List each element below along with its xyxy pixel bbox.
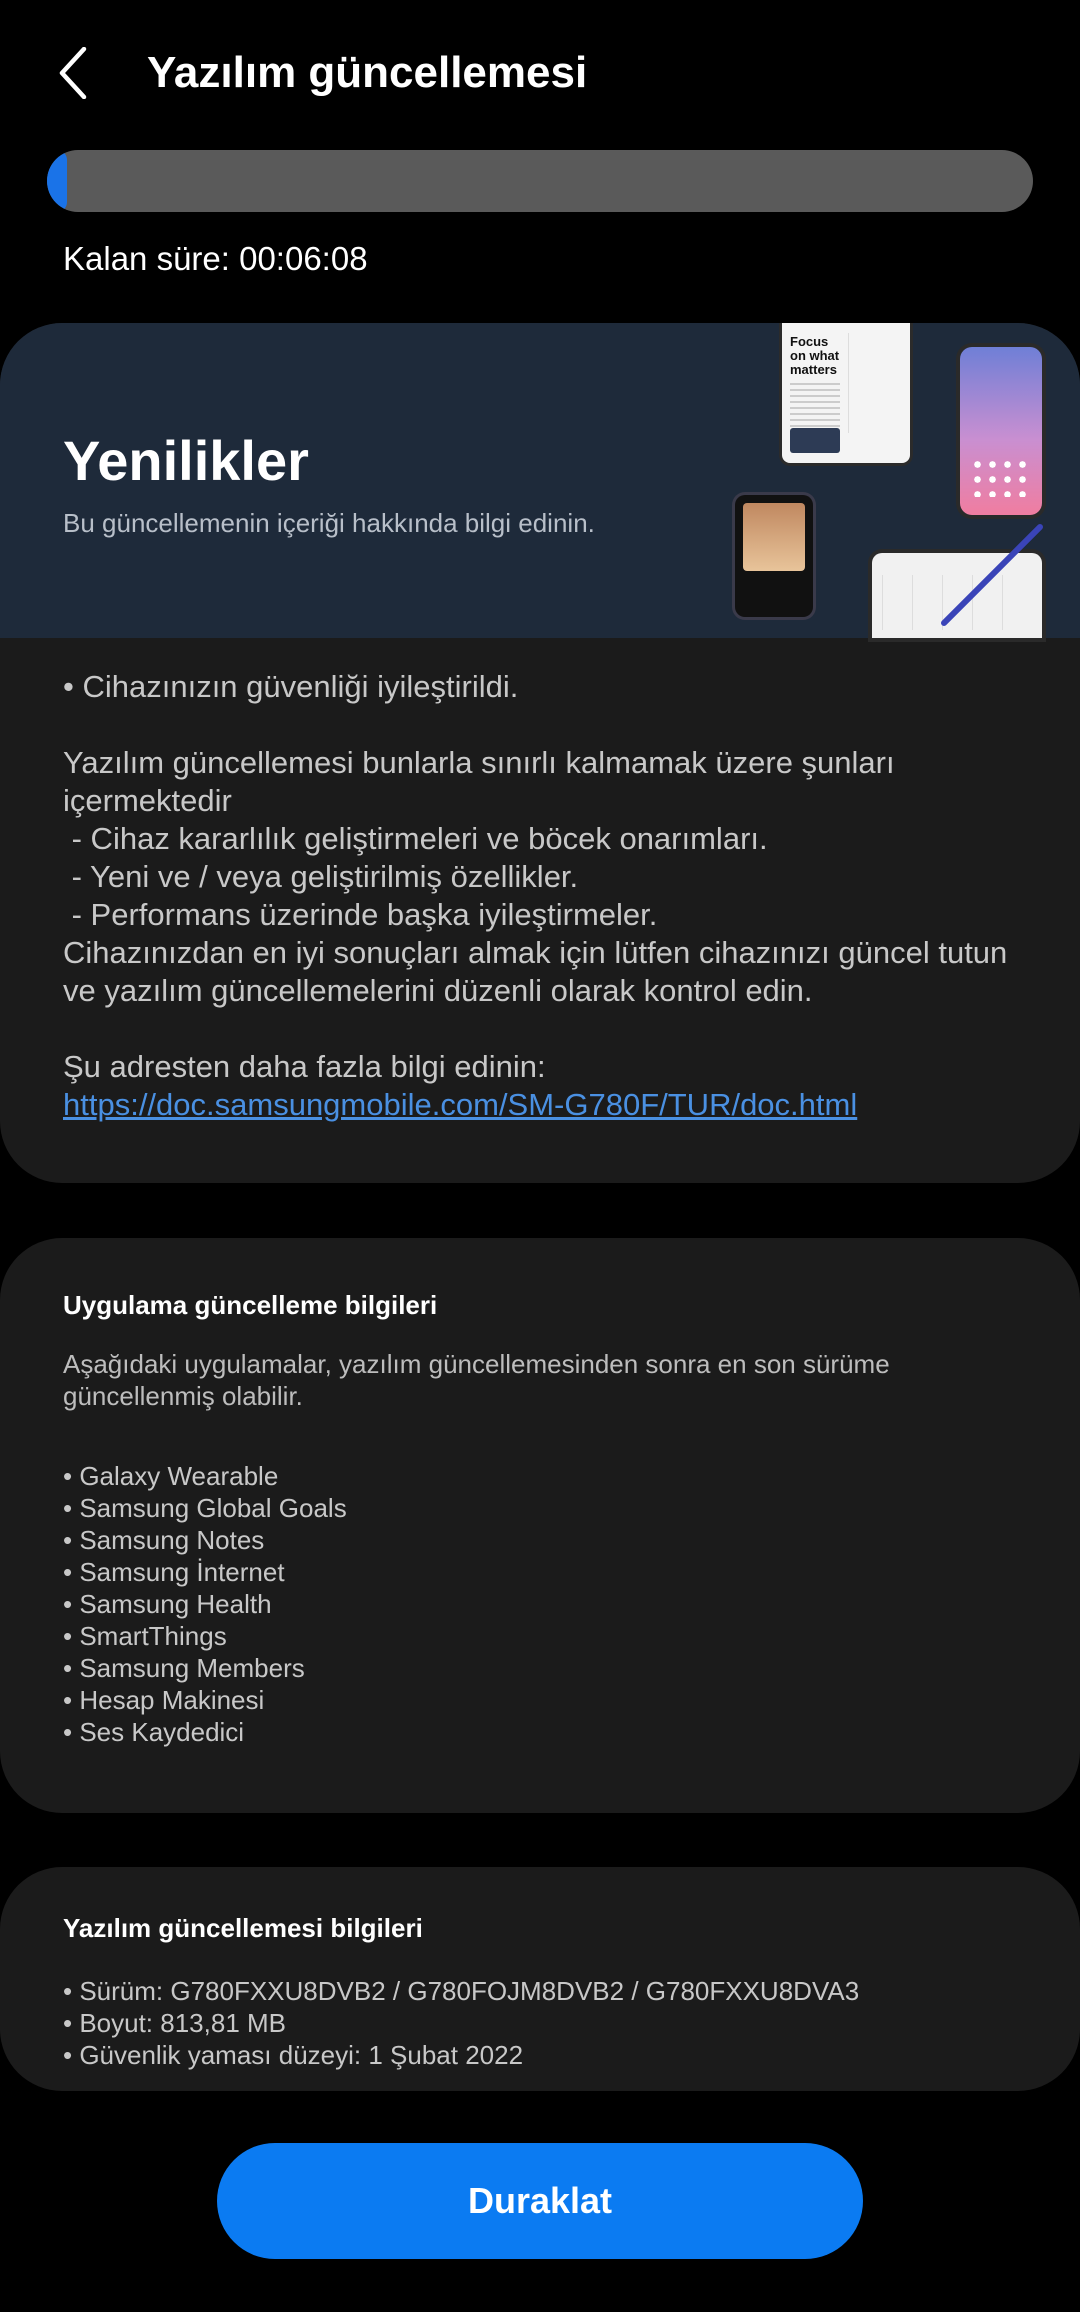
app-list-item: • Samsung Notes — [63, 1525, 265, 1555]
app-list-item: • Samsung Members — [63, 1653, 305, 1683]
page-title: Yazılım güncellemesi — [147, 48, 588, 97]
software-info-item: • Sürüm: G780FXXU8DVB2 / G780FOJM8DVB2 / G780FXXU8DVA3 — [63, 1976, 860, 2006]
remaining-time: Kalan süre: 00:06:08 — [63, 240, 368, 277]
release-note-line: Cihazınızdan en iyi sonuçları almak için lütfen cihazınızı güncel tutun ve yazılım güncellemelerini düzenli olarak kontrol edin. — [63, 935, 1016, 1008]
release-note-line: Şu adresten daha fazla bilgi edinin: — [63, 1049, 546, 1084]
app-list-item: • Samsung Global Goals — [63, 1493, 347, 1523]
release-note-line — [63, 706, 1023, 744]
back-button[interactable] — [48, 38, 98, 108]
chevron-left-icon — [58, 47, 88, 99]
app-list-item: • SmartThings — [63, 1621, 227, 1651]
app-list-item: • Hesap Makinesi — [63, 1685, 265, 1715]
app-header — [0, 0, 1080, 150]
progress-fill — [47, 150, 67, 212]
photo-thumbnail — [790, 428, 840, 453]
illustration-text: Focus on what matters — [790, 334, 840, 377]
software-update-info-list — [63, 1975, 859, 2071]
release-note-line: - Performans üzerinde başka iyileştirmeler. — [63, 897, 658, 932]
tablet-right-pane — [848, 333, 901, 433]
software-info-item: • Güvenlik yaması düzeyi: 1 Şubat 2022 — [63, 2040, 524, 2070]
release-note-line: - Yeni ve / veya geliştirilmiş özellikler. — [63, 859, 579, 894]
whats-new-banner — [0, 323, 1080, 638]
selfie-screen — [743, 503, 805, 571]
whats-new-title: Yenilikler — [63, 429, 309, 492]
software-update-info-title: Yazılım güncellemesi bilgileri — [63, 1913, 423, 1943]
stylus-icon — [930, 523, 1050, 633]
app-icons-grid — [970, 457, 1032, 497]
app-list-item: • Ses Kaydedici — [63, 1717, 245, 1747]
whats-new-card — [0, 323, 1080, 1183]
release-notes — [63, 668, 1023, 1124]
app-list-item: • Galaxy Wearable — [63, 1461, 279, 1491]
app-update-info-card — [0, 1238, 1080, 1813]
pause-button[interactable]: Duraklat — [217, 2143, 863, 2259]
text-lines — [790, 383, 840, 427]
flip-phone-illustration — [735, 495, 813, 617]
phone-illustration — [960, 347, 1042, 515]
app-list-item: • Samsung Health — [63, 1589, 272, 1619]
whats-new-subtitle: Bu güncellemenin içeriği hakkında bilgi edinin. — [63, 508, 595, 538]
release-note-line: Yazılım güncellemesi bunlarla sınırlı kalmamak üzere şunları içermektedir — [63, 745, 904, 818]
software-info-item: • Boyut: 813,81 MB — [63, 2008, 287, 2038]
app-list-item: • Samsung İnternet — [63, 1557, 285, 1587]
download-progress-bar — [47, 150, 1033, 212]
software-update-info-card — [0, 1867, 1080, 2091]
tablet-illustration — [782, 323, 910, 463]
release-note-line — [63, 1010, 1023, 1048]
more-info-link[interactable]: https://doc.samsungmobile.com/SM-G780F/TUR/doc.html — [63, 1087, 858, 1122]
app-update-info-description: Aşağıdaki uygulamalar, yazılım güncellemesinden sonra en son sürüme güncellenmiş olabilir. — [63, 1349, 890, 1411]
release-note-line: - Cihaz kararlılık geliştirmeleri ve böcek onarımları. — [63, 821, 768, 856]
updated-apps-list — [63, 1460, 347, 1748]
release-note-line: • Cihazınızın güvenliği iyileştirildi. — [63, 669, 519, 704]
app-update-info-title: Uygulama güncelleme bilgileri — [63, 1290, 438, 1320]
